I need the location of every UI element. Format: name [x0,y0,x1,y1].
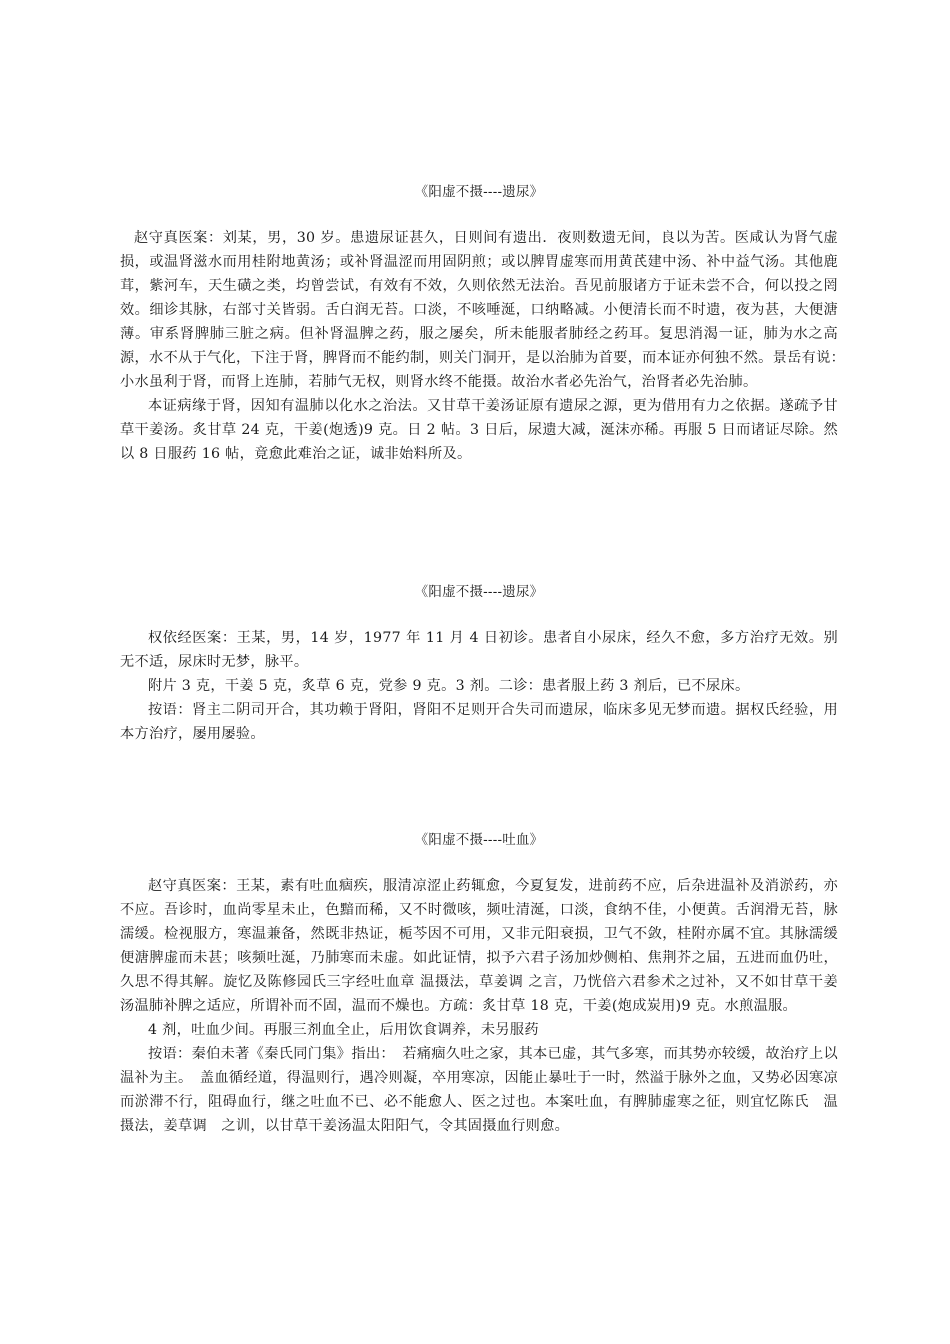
case-paragraph: 赵守真医案：刘某，男，30 岁。患遗尿证甚久，日则间有遗出．夜则数遗无间，良以为苦。医咸认为肾气虚损，或温肾滋水而用桂附地黄汤；或补肾温涩而用固阴煎；或以脾胃虚寒而用黄芪建中汤、补中益气汤。其他鹿茸，紫河车，天生磺之类，均曾尝试，有效有不效，久则依然无法治。吾见前服诸方于证未尝不合，何以投之罔效。细诊其脉，右部寸关皆弱。舌白润无苔。口淡，不咳唾涎，口纳略减。小便清长而不时遗，夜为甚，大便溏薄。审系肾脾肺三脏之病。但补肾温脾之药，服之屡矣，所未能服者肺经之药耳。复思消渴一证，肺为水之高源，水不从于气化，下注于肾，脾肾而不能约制，则关门洞开，是以治肺为首要，而本证亦何独不然。景岳有说： 小水虽利于肾，而肾上连肺，若肺气无权，则肾水终不能摄。故治水者必先治气，治肾者必先治肺。 [120,230,853,390]
case-section-3 [120,830,838,1138]
section-title: 《阳虚不摄----吐血》 [414,832,544,848]
case-paragraph: 赵守真医案：王某，素有吐血痼疾，服清凉涩止药辄愈，今夏复发，进前药不应，后杂进温补及消淤药，亦不应。吾诊时，血尚零星未止，色黯而稀，又不时微咳，频吐清涎，口淡，食纳不佳，小便黄。舌润滑无苔，脉濡缓。检视服方，寒温兼备，然既非热证，栀芩因不可用，又非元阳衰损，卫气不敛，桂附亦属不宜。其脉濡缓便溏脾虚而未甚；咳频吐涎，乃肺寒而未虚。如此证情，拟予六君子汤加炒侧柏、焦荆芥之届，五进而血仍吐，久思不得其解。旋忆及陈修园氏三字经吐血章 温摄法，草姜调 之言，乃恍倍六君参术之过补，又不如甘草干姜汤温肺补脾之适应，所谓补而不固，温而不燥也。方疏：炙甘草 18 克，干姜(炮成炭用)9 克。水煎温服。 [120,878,838,1014]
section-title: 《阳虚不摄----遗尿》 [414,584,544,600]
case-section-1 [120,182,853,466]
case-paragraph: 权依经医案：王某，男，14 岁，1977 年 11 月 4 日初诊。患者自小尿床，经久不愈，多方治疗无效。别无不适，尿床时无梦，脉平。 [120,630,838,670]
commentary-paragraph: 按语：肾主二阴司开合，其功赖于肾阳，肾阳不足则开合失司而遗尿，临床多见无梦而遗。据权氏经验，用本方治疗，屡用屡验。 [120,702,838,742]
case-section-2 [120,582,838,746]
treatment-paragraph: 本证病缘于肾，因知有温肺以化水之治法。又甘草干姜汤证原有遗尿之源，更为借用有力之依据。遂疏予甘草干姜汤。炙甘草 24 克，干姜(炮透)9 克。日 2 帖。3 日后，尿遗大减，涎沫亦稀。再服 5 日而诸证尽除。然以 8 日服药 16 帖，竟愈此难治之证，诚非始料所及。 [120,398,838,462]
commentary-paragraph: 按语：秦伯未著《秦氏同门集》指出： 若痛痼久吐之家，其本已虚，其气多寒，而其势亦较缓，故治疗上以温补为主。 盖血循经道，得温则行，遇冷则凝，卒用寒凉，因能止暴吐于一时，然溢于脉外之血，又势必因寒凉而淤滞不行，阻碍血行，继之吐血不已、必不能愈人、医之过也。本案吐血，有脾肺虚寒之征，则宜忆陈氏 温摄法，姜草调 之训，以甘草干姜汤温太阳阳气，令其固摄血行则愈。 [120,1046,838,1134]
section-title: 《阳虚不摄----遗尿》 [414,184,544,200]
result-paragraph: 4 剂，吐血少间。再服三剂血全止，后用饮食调养，未另服药 [148,1022,539,1038]
prescription-paragraph: 附片 3 克，干姜 5 克，炙草 6 克，党参 9 克。3 剂。二诊：患者服上药 3 剂后，已不尿床。 [148,678,750,694]
